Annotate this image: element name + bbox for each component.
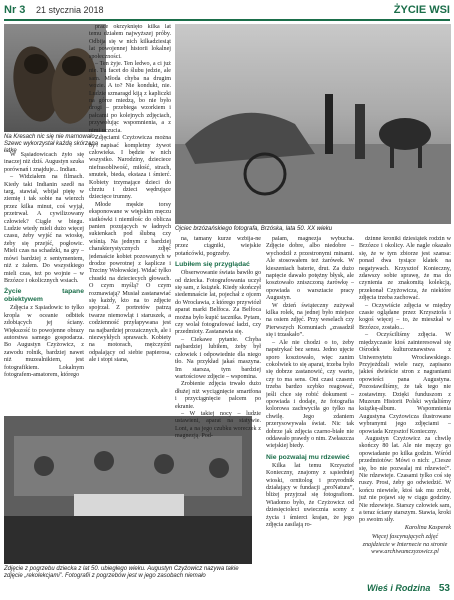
paragraph: dzinne kroniki dziesiątek rodzin w Brzózce i okolicy. Ale nagle okazało się, że w tym zbiorze jest szansa: ponad dwa tysiące klatek na negatywach. Krzysztof Konieczny, zdawszy sobie sprawę, że ma do czynienia ze znakomitą kolekcją, przekonał Czyżowicza, że niektóre zdjęcia trzeba zachować.: [359, 236, 451, 302]
page-footer: [367, 578, 450, 596]
paragraph: – Oczywiście zdjęcia w między czasie oglądane przez Krzysztofa i kogoś więcej – to, że mieszkał w Brzózce, zostało...: [359, 302, 451, 331]
paragraph: – Ciekawe pytanie. Chyba najbardziej lubiłem, żeby był człowiek i odpowiednie dla niego tło. Na przykład jakaś maszyna. Im starsza, tym bardziej wartościowe zdjęcie – wspomina.: [175, 336, 261, 380]
paragraph: – Ten żyje. Ten ledwo, a ci już nie. Tu facet do ślubu jedzie, ale sam. Młoda chyba na drugim wozie. A to? Nie kondukt, nie. Ludzie szmaragd kiją z kapliczki na górce miedzą, bo nie było drogi – przebiega wzorkiem i pałcami po kolejnych zdjęciach, przywołując wspomnienia, a z nimi uczucia.: [89, 61, 171, 134]
harvest-photo: [175, 24, 451, 224]
paragraph: Kilka lat temu Krzysztof Konieczny, znajomy z sąsiedniej wioski, ornitolog i przyrodnik działający w fundacji „proNatura”, bliżej przyjrzał się fotografiom. Wiadomo było, że Czyżowicz od dziesięcioleci uwiecznia sceny z życia i śmierci krajan, że jego zdjęcia zasilają ro-: [266, 462, 354, 529]
paragraph: – W takiej nocy – ludzie ustawieni, aparat na statywie. Lont, a na jego czubku woreczek z magnezją. Pod-: [175, 410, 261, 440]
subheading: Nie pozwalaj mu rdzewieć: [266, 453, 350, 461]
section-title: ŻYCIE WSI: [393, 4, 450, 16]
issue-date: 21 stycznia 2018: [36, 5, 104, 15]
subheading: Lubiłem się przyglądać: [175, 261, 250, 269]
text-column-2: [89, 24, 171, 412]
paragraph: Zdjęcia z Sąsiadowic to tylko kropla w oceanie odbitek zdobiących jej ściany. Większość to powojenne obrazy autorstwa samego gospodarza. Bo Augustyn Czyżowicz, z zawodu rolnik, bardziej nawet niż muzealnikiem, jest fotografikiem. Lokalnym fotografem-amatorem, którego: [4, 305, 84, 378]
paragraph: Augustyn Czyżowicz za chwilę skończy 80 lat. Ale nie męczy go opowiadanie po kilka godzin. Wśród przedmiotów: Mówi o nich: „Ciesze się, bo nie pozwalaj mi rdzewieć”. Nie rdzewieje. Czasami tylko coś się ruszy. Prosi, żeby go odwiedzić. W końcu niewiele, ktoś tak mu zrobi, już nie pojawi się w ciągu godziny. Nie rdzewieje. Starszy człowiek sam, a teraz ściany starszym. Stawia, kroki po swoim siły.: [359, 435, 451, 524]
website-url[interactable]: www.archiwumczyzowicz.pl: [371, 549, 439, 556]
paragraph: Obserwowanie świata bawiło go od dziecka. Fotografowania uczył się sam, z książek. Kiedy skończył siedemnaście lat, pojechał z ojcem do Wrocławia, z którego przywiózł aparat marki Belfoca. Za Belfoca można było kupić tacznika. Pytam, czy wolał fotografować ładzi, czy przedmioty. Zastanawia się.: [175, 270, 261, 336]
subheading: Życie tapane obiektywem: [4, 288, 84, 304]
text-column-3: [175, 236, 261, 556]
paragraph: Młode męskie torsy eksponowane w więjskim męczu siatkówki i niemiłośc do oblicza panien pozujących w ładnych sukienkach pod ślubną czy wiśnią. Na jednym z bardziej charakterystycznych zdjęć jedenaście kobiet pozowanych w drodze powrotnej z kaplicze i Trzciny Wołowskiej. Widać tylko chustki na dzieciecych głowach. O czym myślą? O czym rozmawiają? Musiał zastanawiać się każdy, kto na to zdjęcie spojrzał. Z portretów patrzą twarze niemowląt i staruszek, a codzienność przyłapywana jest na najbardziej prozaicznych, ale i niezwykłych sprawach. Kobiety na motorach, mężczyźni odpalający od siebie papierosa, ale i stopi siana,: [89, 201, 171, 364]
text-column-5: [359, 236, 451, 572]
header-rule: [4, 19, 450, 21]
paragraph: palam, magnezja wybucha. Zdjęcie dobre, albo niedobre – wychodził z przestronymi minami. Ale stosowałem też żarówek. W kieszeniach baterie, drut. Za dużo napięcie dawało potężny błysk, ale kosztowało zniszczoną żarówkę – opowiada o warsztacie pracy Augustyn.: [266, 236, 354, 302]
paragraph: W dzień świąteczny zużywał kilka rolek, na jednej było miejsce na osiem zdjęć. Przy weselach czy Pierwszych Komuniach „zrasadził się i trzaskało”.: [266, 302, 354, 339]
paragraph: – Widziałem na filmach. Kiedy taki Indianin szedł na targ, stawiał, wbijał piętę w ziemię i tak sobie na wierzch przez kilka minut, coś wyjął, przetrwał. A cywilizowany człowiek? Ciągle w biegu. Ludzie wtedy mieli dużo więcej czasu, żeby wyjść na wioskę, żeby się przejść, pogłowic. Mieli czas na schadzki, na gry – mówi bardziej z sentymentem, niż z żalem. Do wszystkiego mieli czas, też po wojnie – w Brzózce i okolicznych wsiach.: [4, 174, 84, 284]
harvest-illustration: [175, 24, 451, 224]
text-column-1: [4, 152, 84, 412]
funeral-caption: Zdjęcie z pogrzebu dziecka z lat 50. ubiegłego wieku. Augustyn Czyżowicz nazywa takie zdjęcie „rekolekcjami”. Fotografii z pogrzebów jest w jego zasobach niemało: [4, 566, 239, 579]
page-header: [4, 4, 450, 18]
paragraph: Zrobienie zdjęcia trwało dużo dłużej niż wyciągnięcie smartfona i przyciągnięcie palcem po ekranie.: [175, 381, 261, 410]
magazine-name: Wieś i Rodzina: [366, 583, 431, 593]
author: Karolina Kasperek: [404, 524, 451, 531]
paragraph: W Sąsiadowicach żyło się inaczej niż dziś. Augustyn szuka porównań i znajduje... Indian.: [4, 152, 84, 173]
paragraph: prace okrzyknięto kilka lat temu działem najwyższej próby. Odbija się w nich kilkadziesiąt lat powojennej historii lokalnej społeczności.: [89, 24, 171, 60]
paragraph: – Oczyściliśmy zdjęcia. W międzyczasie ktoś zainteresował się Ośrodek kulturoznawstwa z Uniwersytetu Wrocławskiego. Przyjeżdżali wiele razy, zapisano jakieś dwieście stron z nagraniami opowieści pana Augustyna. Pozostawiliśmy, że tak tego nie zostawimy. Dzięki funduszom z Muzeum Historii Polski wydaliśmy książkę-album. Wspomnienia Augustyna Czyżowicza ilustrowane wybranymi jego zdjęciami – opowiada Krzysztof Konieczny.: [359, 332, 451, 435]
shoes-caption: Na Kresach nic się nie marnowało. Szewc wykorzystał każdą skórzaną łatkę: [4, 134, 99, 154]
paragraph: na, tamany kurze wzbija-ne przez ciągniki, wiejskie potańcówki, pogrzeby.: [175, 236, 261, 257]
website-note: Więcej fascynujących zdjęć znajdziecie w Internecie na stronie: [362, 534, 448, 548]
text-column-4: [266, 236, 354, 592]
paragraph: – Ale nie chodzi o to, żeby napstrykać bez sensu. Jedno ujęcie sporo kosztowało, więc zanim cokolwiek to się aparat, trzeba było się dobrze zastanowić, czy warto, czy to ma sens. Oni czasi czasem trzeba bardzo szybko reagować, jeśli chce się robić dokument – opowiada i dodaje, że fotografia kolorowa zachwyciła go tylko na chwilę. Jego zdaniem przerysowywała świat. Nic tak dobrze jak zdjęcia czarno-białe nie oddawało prawdy o nim. Zwłaszcza wiejskiej biedy.: [266, 339, 354, 450]
page-number: 53: [438, 583, 450, 594]
issue-number: Nr 3: [4, 4, 26, 16]
harvest-caption: Ojciec brzózańskiego fotografa, Brzóska, lata 50. XX wieku: [175, 226, 333, 232]
paragraph: Zdjęciami Czyżowicza można by napisać kompletny żywot człowieka. I będzie w nich wszystko. Narodziny, dzieciece niefrasobliwość, miłość, strach, smutek, bieda, ekstaza i śmierć. Kobiety trzymające dzieci do chrztu i dzieci wędrujące dziecięce trumny.: [89, 135, 171, 201]
